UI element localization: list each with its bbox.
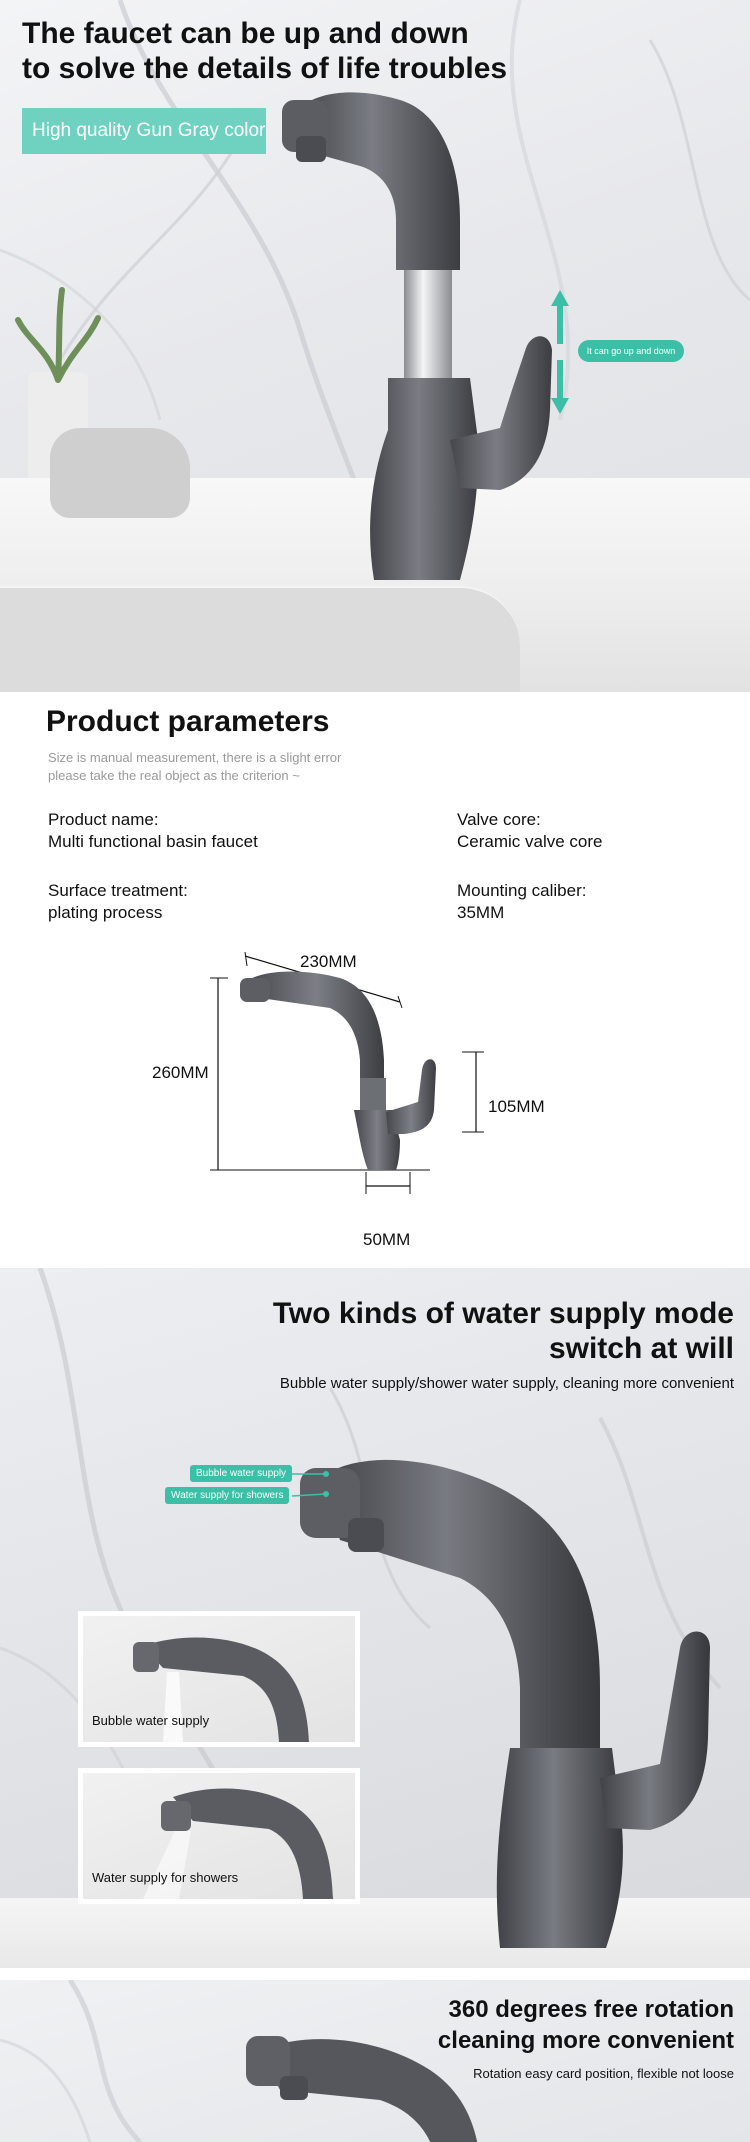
tag-shower-water: Water supply for showers (165, 1487, 289, 1504)
section-divider (0, 1968, 750, 1980)
up-down-callout: It can go up and down (578, 340, 684, 362)
plant-leaves-icon (18, 290, 98, 380)
param-label: Product name: (48, 810, 159, 829)
arrow-down-icon (551, 360, 569, 414)
param-product-name (48, 809, 258, 853)
param-label: Surface treatment: (48, 881, 188, 900)
inset-shower-label: Water supply for showers (92, 1870, 239, 1885)
hero-section (0, 0, 750, 692)
measurement-note (48, 749, 341, 785)
inset-image (83, 1773, 355, 1899)
param-mounting-caliber (457, 880, 586, 924)
measurement-note-line-2: please take the real object as the criterion ~ (48, 768, 300, 783)
rotation-title-line-1: 360 degrees free rotation (448, 1996, 734, 2023)
water-modes-subtitle: Bubble water supply/shower water supply, cleaning more convenient (279, 1375, 734, 1392)
param-valve-core (457, 809, 603, 853)
tag-bubble-water: Bubble water supply (190, 1465, 292, 1482)
hero-title-line-2: to solve the details of life troubles (22, 52, 508, 85)
dimension-drawing (200, 950, 560, 1210)
hero-title (22, 16, 507, 86)
parameters-title: Product parameters (46, 705, 330, 738)
dimension-width: 230MM (300, 952, 357, 971)
hero-title-line-1: The faucet can be up and down (22, 17, 469, 50)
water-modes-title-line-2: switch at will (548, 1332, 734, 1365)
param-label: Valve core: (457, 810, 541, 829)
towel (50, 428, 190, 518)
param-value: Ceramic valve core (457, 832, 603, 851)
dimension-height: 260MM (152, 1063, 209, 1082)
measurement-note-line-1: Size is manual measurement, there is a slight error (48, 750, 342, 765)
sink-basin (0, 586, 520, 692)
rotation-title (438, 1994, 734, 2056)
inset-shower-mode (78, 1768, 360, 1904)
rotation-section (0, 1980, 750, 2142)
water-modes-title (273, 1296, 734, 1366)
inset-bubble-label: Bubble water supply (92, 1713, 210, 1728)
arrow-up-icon (551, 290, 569, 344)
parameters-section (0, 692, 750, 1268)
dimension-base: 50MM (363, 1230, 411, 1249)
dimension-handle: 105MM (488, 1097, 545, 1116)
param-surface-treatment (48, 880, 188, 924)
faucet-image (300, 1448, 720, 1948)
water-modes-section (0, 1268, 750, 1980)
param-value: 35MM (457, 903, 505, 922)
color-badge: High quality Gun Gray color (22, 108, 266, 154)
param-label: Mounting caliber: (457, 881, 587, 900)
water-modes-title-line-1: Two kinds of water supply mode (272, 1297, 734, 1330)
inset-image (83, 1616, 355, 1742)
param-value: Multi functional basin faucet (48, 832, 258, 851)
param-value: plating process (48, 903, 163, 922)
inset-bubble-mode (78, 1611, 360, 1747)
tag-connectors (270, 1468, 330, 1508)
faucet-image (300, 80, 560, 580)
rotation-subtitle: Rotation easy card position, flexible not loose (473, 2066, 734, 2081)
rotation-title-line-2: cleaning more convenient (437, 2027, 734, 2054)
